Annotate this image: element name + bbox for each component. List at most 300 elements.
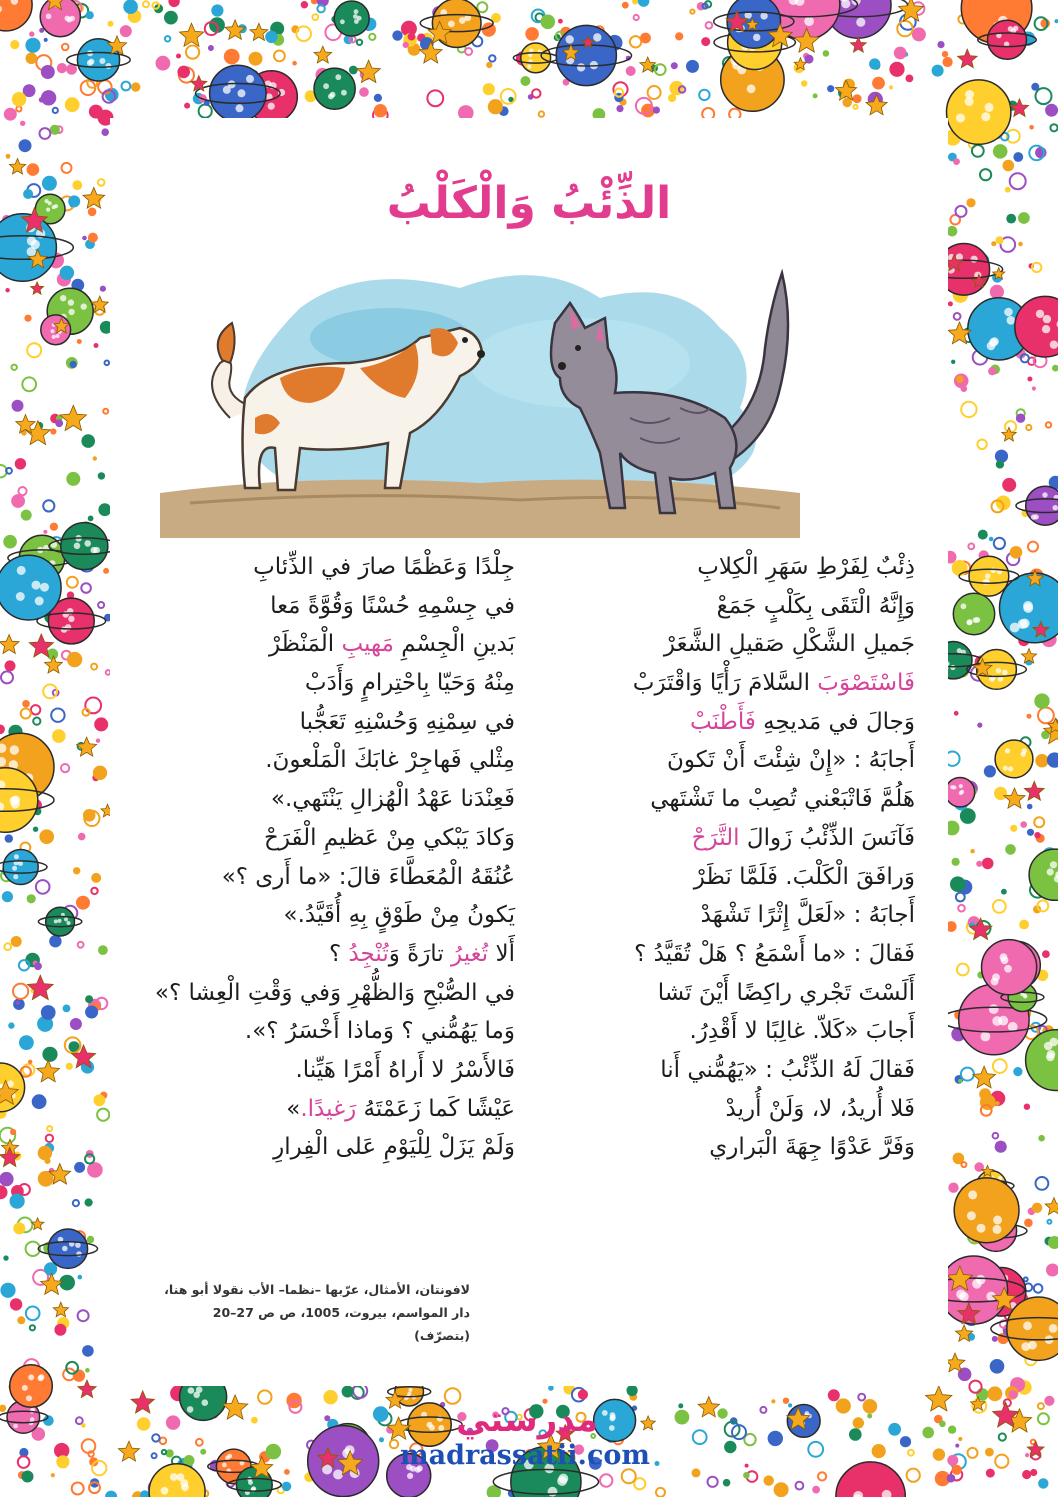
confetti-dot [828,1389,840,1401]
confetti-dot [1027,377,1032,382]
confetti-dot [990,285,1004,299]
confetti-dot [984,765,996,777]
site-logo-arabic: مدرستي [456,1400,598,1440]
confetti-dot [520,76,530,86]
citation-line: دار المواسم، بيروت، 1005، ص ص 27–20 [212,1305,470,1320]
confetti-dot [27,343,41,357]
confetti-dot [760,1407,766,1413]
confetti-dot [78,942,84,948]
confetti-dot [88,1451,93,1456]
confetti-dot [867,1414,872,1419]
confetti-dot [999,1433,1006,1440]
poem-verse-line [150,896,515,935]
confetti-dot [1016,414,1025,423]
star-icon [1045,1198,1058,1215]
confetti-dot [960,808,976,824]
confetti-dot [1024,1277,1028,1281]
verse-text: يَكونُ مِنْ طَوْقٍ بِهِ أُقَيَّدُ.» [283,902,515,929]
confetti-dot [85,1006,98,1019]
confetti-dot [948,301,953,306]
planet-icon [1016,486,1058,525]
confetti-dot [950,876,966,892]
confetti-dot [961,1162,966,1167]
confetti-dot [988,367,996,375]
confetti-dot [1009,1390,1018,1399]
confetti-dot [976,861,982,867]
confetti-dot [951,360,955,364]
star-icon [850,37,866,52]
confetti-dot [19,1035,34,1050]
confetti-dot [996,236,1004,244]
confetti-dot [957,964,969,976]
confetti-dot [992,1336,998,1342]
confetti-dot [53,108,58,113]
confetti-dot [548,1385,554,1391]
confetti-dot [986,1469,995,1478]
star-icon [641,1416,656,1430]
confetti-dot [73,1369,85,1381]
confetti-dot [465,48,472,55]
confetti-dot [1036,1177,1049,1190]
confetti-dot [123,0,138,14]
confetti-dot [969,1381,981,1393]
confetti-dot [94,1094,106,1106]
confetti-dot [184,103,190,109]
confetti-dot [501,89,516,104]
confetti-dot [1001,889,1007,895]
verse-text: في جِسْمِهِ حُسْنًا وَقُوَّةً مَعا [270,592,515,619]
confetti-dot [41,1005,56,1020]
confetti-dot [956,376,963,383]
confetti-dot [73,867,80,874]
confetti-dot [764,1475,774,1485]
confetti-dot [955,1444,959,1448]
planet-icon [0,555,61,620]
confetti-dot [671,62,678,69]
confetti-dot [788,1403,792,1407]
confetti-dot [11,936,22,947]
star-icon [60,405,87,430]
confetti-dot [44,38,48,42]
confetti-dot [993,900,1006,913]
confetti-dot [76,896,90,910]
confetti-dot [82,1439,96,1453]
confetti-dot [258,1390,271,1403]
confetti-dot [952,560,968,576]
star-icon [926,1386,952,1411]
poem-verse-line [570,741,915,780]
confetti-dot [693,1430,707,1444]
confetti-dot [972,145,984,157]
poem-verse-line [150,858,515,897]
confetti-dot [94,717,108,731]
confetti-dot [81,1423,86,1428]
confetti-dot [1045,104,1058,117]
confetti-dot [0,1172,14,1186]
confetti-dot [10,40,19,49]
planet-icon [0,0,32,31]
confetti-dot [156,56,171,71]
confetti-dot [1047,1220,1051,1224]
confetti-dot [961,402,976,417]
confetti-dot [995,1455,1008,1468]
star-icon [45,656,63,673]
confetti-dot [995,1141,1007,1153]
confetti-dot [1042,950,1050,958]
confetti-dot [968,1448,978,1458]
star-icon [179,23,203,46]
confetti-dot [62,44,69,51]
confetti-dot [200,1449,206,1455]
page-title: الذِّئْبُ وَالْكَلْبُ [386,178,672,229]
confetti-dot [937,41,944,48]
star-icon [0,635,19,654]
confetti-dot [91,888,97,894]
confetti-dot [296,26,311,41]
planet-icon [41,315,71,345]
poem-verse-line [570,1090,915,1129]
confetti-dot [40,128,51,139]
confetti-dot [1038,1403,1044,1409]
verse-text: مِثْلي فَهاجِرْ غابَكَ الْمَلْعونَ. [265,747,515,774]
confetti-dot [103,568,109,574]
confetti-dot [541,14,556,29]
confetti-dot [12,92,27,107]
confetti-dot [6,154,11,159]
confetti-dot [872,77,885,90]
confetti-dot [369,34,375,40]
confetti-dot [818,1472,826,1480]
poem-verse-line [150,587,515,626]
verse-text: فَقالَ : «ما أَسْمَعُ ؟ هَلْ تُقَيَّدُ ؟ [634,940,915,967]
confetti-dot [1006,214,1016,224]
confetti-dot [489,55,495,61]
confetti-dot [1018,212,1030,224]
confetti-dot [427,90,443,106]
confetti-dot [1026,425,1031,430]
confetti-dot [958,905,965,912]
confetti-dot [869,58,880,69]
verse-text: الْمَنْظَرْ [268,631,342,658]
confetti-dot [1,671,13,683]
poem-verse-line [570,664,915,703]
verse-text: وَجالَ في مَديحِهِ [755,708,915,735]
confetti-dot [85,698,101,714]
confetti-dot [853,1417,864,1428]
confetti-dot [813,93,818,98]
citation-line: لافونتان، الأمثال، عرّبها –نظما– الأب نقولا أبو هنا، [164,1282,470,1297]
confetti-dot [989,537,994,542]
poem-left-column [150,548,515,1167]
confetti-dot [1027,829,1034,836]
confetti-dot [55,419,63,427]
confetti-dot [51,1473,55,1477]
star-icon [225,20,245,39]
confetti-dot [988,1386,1003,1401]
confetti-dot [966,198,975,207]
star-icon [1004,788,1025,808]
verse-text: أَلَسْتَ تَجْري راكِضًا أَيْنَ تَشا [657,979,915,1006]
confetti-dot [88,208,97,217]
confetti-dot [991,241,996,246]
confetti-dot [62,163,72,173]
confetti-dot [675,1410,690,1425]
confetti-dot [10,1298,22,1310]
confetti-dot [796,1482,804,1490]
confetti-dot [942,51,948,57]
confetti-dot [947,1455,958,1466]
star-icon [41,1273,63,1294]
confetti-dot [1054,19,1058,23]
confetti-dot [70,361,77,368]
confetti-dot [199,105,212,118]
verse-text: فَالأَسْرُ لا أَراهُ أَمْرًا هَيِّنا. [295,1056,515,1083]
confetti-dot [251,1417,258,1424]
poem-verse-line [150,1012,515,1051]
confetti-dot [131,82,140,91]
verse-text: فَعِنْدَنا عَهْدُ الْهُزالِ يَنْتَهي.» [270,786,515,813]
confetti-dot [5,834,13,842]
confetti-dot [977,440,986,449]
poem-verse-line [150,703,515,742]
poem-verse-line [570,1128,915,1167]
confetti-dot [1034,832,1040,838]
confetti-dot [952,1465,962,1475]
star-icon [31,282,44,294]
confetti-dot [137,1417,151,1431]
confetti-dot [656,1488,665,1497]
planet-icon [334,1,369,36]
confetti-dot [274,51,285,62]
confetti-dot [699,90,709,100]
confetti-dot [908,1450,914,1456]
poem-verse-line [570,819,915,858]
verse-text: فَلا أُريدُ، لا، وَلَنْ أُريدْ [725,1095,915,1122]
confetti-dot [19,139,32,152]
poem-verse-line [150,1090,515,1129]
confetti-dot [72,1483,84,1495]
confetti-dot [1010,546,1023,559]
confetti-dot [888,1423,901,1436]
confetti-dot [701,37,710,46]
poem-verse-line [570,1051,915,1090]
confetti-dot [81,434,95,448]
highlighted-word: مَهيبِ [341,631,394,658]
verse-text: مِنْهُ وَحَيّا بِاحْتِرامٍ وَأَدَبْ [304,670,515,697]
confetti-dot [1024,1104,1030,1110]
verse-text: عَيْشًا كَما زَعَمْتَهُ [356,1095,515,1122]
poem-verse-line [570,703,915,742]
confetti-dot [827,85,834,92]
confetti-dot [3,1255,8,1260]
confetti-dot [993,144,1008,159]
verse-text: فَقالَ لَهُ الذِّئْبُ : «يَهُمُّني أَنا [660,1056,915,1083]
highlighted-word: رَغيدًا. [300,1095,357,1122]
confetti-dot [539,111,544,116]
star-icon [37,1060,60,1082]
confetti-dot [81,583,91,593]
confetti-dot [1038,1478,1048,1488]
poem-verse-line [570,858,915,897]
confetti-dot [638,0,650,7]
confetti-dot [249,52,263,66]
confetti-dot [1044,1396,1054,1406]
confetti-dot [1032,386,1036,390]
confetti-dot [29,31,34,36]
confetti-dot [723,1479,731,1487]
confetti-dot [558,19,563,24]
confetti-dot [22,1471,34,1483]
confetti-dot [675,32,683,40]
confetti-dot [488,99,503,114]
confetti-dot [50,523,58,531]
confetti-dot [51,709,64,722]
star-icon [314,46,332,63]
confetti-dot [812,1486,820,1494]
star-icon [250,23,268,40]
confetti-dot [18,487,26,495]
citation-line: (بتصرّف) [414,1328,470,1343]
confetti-dot [10,1129,16,1135]
poem-right-column [570,548,915,1167]
confetti-dot [164,11,178,25]
confetti-dot [105,361,110,366]
star-icon [53,1302,68,1317]
confetti-dot [648,86,661,99]
confetti-dot [66,472,80,486]
confetti-dot [284,1469,290,1475]
planet-icon [10,1365,53,1408]
confetti-dot [77,339,82,344]
confetti-dot [801,80,807,86]
confetti-dot [616,105,623,112]
poem-verse-line [570,780,915,819]
confetti-dot [98,602,104,608]
verse-text: » [286,1095,301,1122]
confetti-dot [743,1472,750,1479]
confetti-dot [4,943,11,950]
confetti-dot [894,47,907,60]
confetti-dot [98,945,108,955]
planet-icon [836,1462,905,1497]
confetti-dot [578,1389,588,1399]
poem-verse-line [150,1051,515,1090]
confetti-dot [1018,242,1023,247]
confetti-dot [947,1474,956,1483]
confetti-dot [176,54,181,59]
confetti-dot [1025,1453,1029,1457]
confetti-dot [853,94,862,103]
confetti-dot [85,1368,90,1373]
poem-verse-line [150,741,515,780]
confetti-dot [22,377,36,391]
confetti-dot [359,87,369,97]
confetti-dot [717,1408,727,1418]
confetti-dot [849,1428,862,1441]
confetti-dot [85,995,93,1003]
confetti-dot [706,22,713,29]
confetti-dot [1046,1264,1058,1277]
verse-text: فَآنَسَ الذِّئْبُ زَوالَ [739,824,915,851]
planet-icon [953,593,994,634]
confetti-dot [1031,83,1039,91]
confetti-dot [823,50,830,57]
poem-verse-line [150,780,515,819]
confetti-dot [16,1001,20,1005]
planet-icon [967,650,1027,690]
confetti-dot [626,66,636,76]
star-icon [131,1391,154,1413]
confetti-dot [374,94,382,102]
confetti-dot [632,0,638,4]
confetti-dot [668,94,676,102]
verse-text: تارَةً وَ [388,940,452,967]
confetti-dot [858,1394,865,1401]
confetti-dot [25,38,40,53]
confetti-dot [708,1477,718,1487]
confetti-dot [958,1079,962,1083]
confetti-dot [956,206,967,217]
confetti-dot [78,1310,89,1321]
confetti-dot [68,195,80,207]
confetti-dot [38,1146,52,1160]
confetti-dot [1019,920,1029,930]
confetti-dot [266,1444,282,1460]
confetti-dot [76,1417,83,1424]
confetti-dot [103,409,108,414]
confetti-dot [26,1307,40,1321]
confetti-dot [392,30,402,40]
star-icon [27,975,53,1000]
confetti-dot [93,456,97,460]
confetti-dot [1020,821,1027,828]
confetti-dot [1010,825,1017,832]
confetti-dot [1038,1135,1045,1142]
confetti-dot [27,894,36,903]
confetti-dot [21,510,32,521]
confetti-dot [342,1386,354,1398]
confetti-dot [922,1427,934,1439]
star-icon [78,1380,96,1398]
confetti-dot [932,65,944,77]
confetti-dot [70,1018,82,1030]
star-icon [9,159,25,175]
confetti-dot [653,107,660,114]
star-icon [698,1397,719,1417]
confetti-dot [640,33,651,44]
poem-verse-line [570,974,915,1013]
confetti-dot [408,33,416,41]
confetti-dot [224,49,240,65]
confetti-dot [357,40,362,45]
confetti-dot [16,106,21,111]
confetti-dot [948,1426,956,1434]
confetti-dot [94,343,99,348]
confetti-dot [108,21,114,27]
planet-icon [1000,573,1058,643]
site-url-link[interactable]: madrassatii.com [400,1440,650,1471]
confetti-dot [21,709,31,719]
confetti-dot [41,65,55,79]
confetti-dot [686,60,699,73]
star-icon [973,1066,996,1088]
confetti-dot [993,1059,1007,1073]
confetti-dot [1029,125,1034,130]
confetti-dot [33,827,38,832]
confetti-dot [482,23,496,37]
confetti-dot [67,577,78,588]
confetti-dot [3,535,17,549]
